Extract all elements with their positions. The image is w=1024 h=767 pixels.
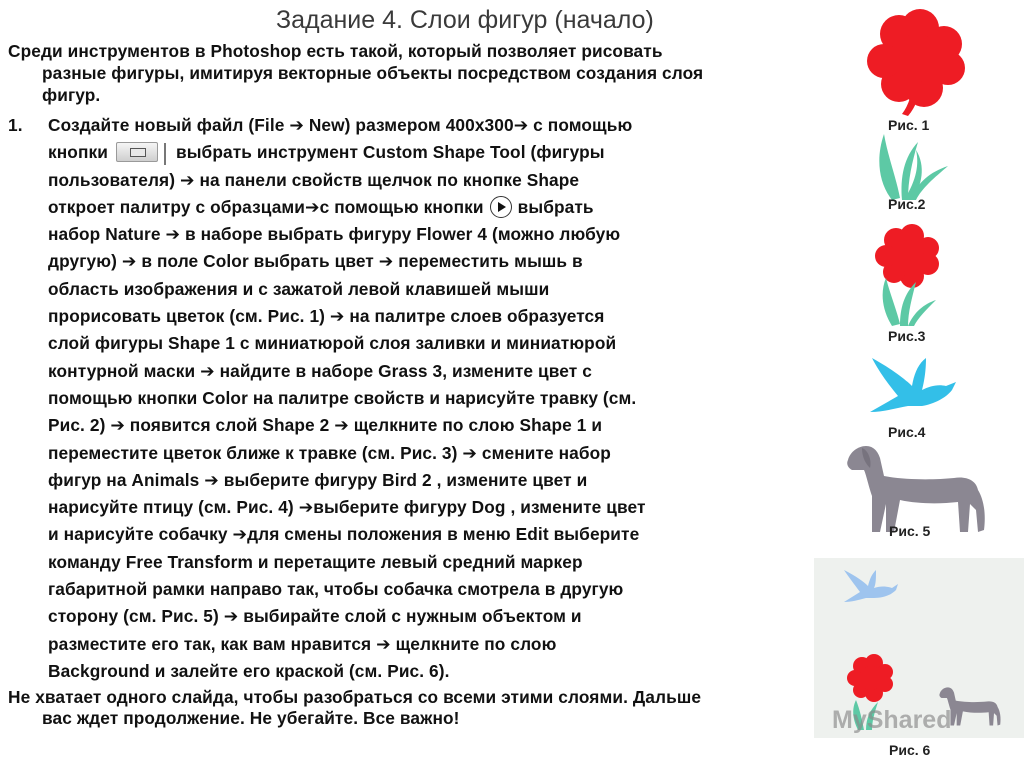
- intro-line: Среди инструментов в Photoshop есть такой, который позволяет рисовать: [8, 41, 663, 61]
- figure-caption: Рис.4: [888, 424, 926, 440]
- outro-line: Не хватает одного слайда, чтобы разобраться со всеми этими слоями. Дальше: [8, 687, 702, 708]
- step-line: Background и залейте его краской (см. Рис. 6).: [48, 660, 450, 681]
- outro-paragraph: [8, 687, 838, 729]
- step-line: сторону (см. Рис. 5) ➔ выбирайте слой с нужным объектом и: [48, 606, 582, 627]
- step-text: выбрать: [517, 196, 594, 217]
- flower-figure-1: [862, 6, 972, 118]
- step-line: набор Nature ➔ в наборе выбрать фигуру Flower 4 (можно любую: [48, 224, 621, 245]
- toolbar-separator: [164, 143, 166, 165]
- intro-paragraph: [8, 40, 838, 106]
- bird-figure-4: [868, 356, 960, 416]
- figure-caption: Рис.2: [888, 196, 926, 212]
- step-line: и нарисуйте собачку ➔для смены положения в меню Edit выберите: [48, 524, 640, 545]
- step-line: [48, 139, 838, 166]
- slide-body: [8, 40, 838, 729]
- figure-caption: Рис. 5: [889, 523, 931, 539]
- step-text: откроет палитру с образцами➔с помощью кнопки: [48, 196, 484, 217]
- intro-line: разные фигуры, имитируя векторные объекты посредством создания слоя: [42, 63, 704, 83]
- step-line: слой фигуры Shape 1 с миниатюрой слоя заливки и миниатюрой: [48, 333, 617, 354]
- step-line: разместите его так, как вам нравится ➔ щелкните по слою: [48, 633, 557, 654]
- step-line: переместите цветок ближе к травке (см. Рис. 3) ➔ смените набор: [48, 442, 611, 463]
- step-line: Рис. 2) ➔ появится слой Shape 2 ➔ щелкните по слою Shape 1 и: [48, 415, 603, 436]
- bird-figure-6: [842, 568, 900, 604]
- step-1: [8, 112, 838, 685]
- step-text: кнопки: [48, 142, 108, 163]
- step-line: контурной маски ➔ найдите в наборе Grass 3, измените цвет с: [48, 360, 592, 381]
- step-line: помощью кнопки Color на палитре свойств и нарисуйте травку (см.: [48, 387, 637, 408]
- step-line: прорисовать цветок (см. Рис. 1) ➔ на палитре слоев образуется: [48, 306, 605, 327]
- shape-tool-button-icon: [116, 142, 158, 162]
- figure-caption: Рис. 6: [889, 742, 931, 758]
- step-number: 1.: [8, 115, 23, 135]
- step-text: выбрать инструмент Custom Shape Tool (фигуры: [175, 142, 605, 163]
- outro-line: вас ждет продолжение. Не убегайте. Все важно!: [42, 708, 460, 729]
- dog-figure-5: [844, 440, 988, 536]
- intro-line: фигур.: [42, 85, 101, 105]
- step-line: [48, 194, 838, 221]
- step-line: команду Free Transform и перетащите левый средний маркер: [48, 551, 583, 572]
- figure-caption: Рис. 1: [888, 117, 930, 133]
- step-line: нарисуйте птицу (см. Рис. 4) ➔выберите фигуру Dog , измените цвет: [48, 497, 646, 518]
- figure-caption: Рис.3: [888, 328, 926, 344]
- step-line: пользователя) ➔ на панели свойств щелчок по кнопке Shape: [48, 169, 580, 190]
- watermark: MyShared: [832, 706, 952, 734]
- play-arrow-icon: [490, 196, 512, 218]
- step-line: габаритной рамки направо так, чтобы собачка смотрела в другую: [48, 579, 624, 600]
- step-line: Создайте новый файл (File ➔ New) размером 400x300➔ с помощью: [48, 115, 633, 135]
- flower-grass-figure-3: [868, 222, 948, 328]
- step-line: другую) ➔ в поле Color выбрать цвет ➔ переместить мышь в: [48, 251, 583, 272]
- grass-figure-2: [874, 132, 954, 202]
- step-line: область изображения и с зажатой левой клавишей мыши: [48, 278, 550, 299]
- step-line: фигур на Animals ➔ выберите фигуру Bird 2 , измените цвет и: [48, 469, 588, 490]
- slide-title: Задание 4. Слои фигур (начало): [276, 6, 654, 34]
